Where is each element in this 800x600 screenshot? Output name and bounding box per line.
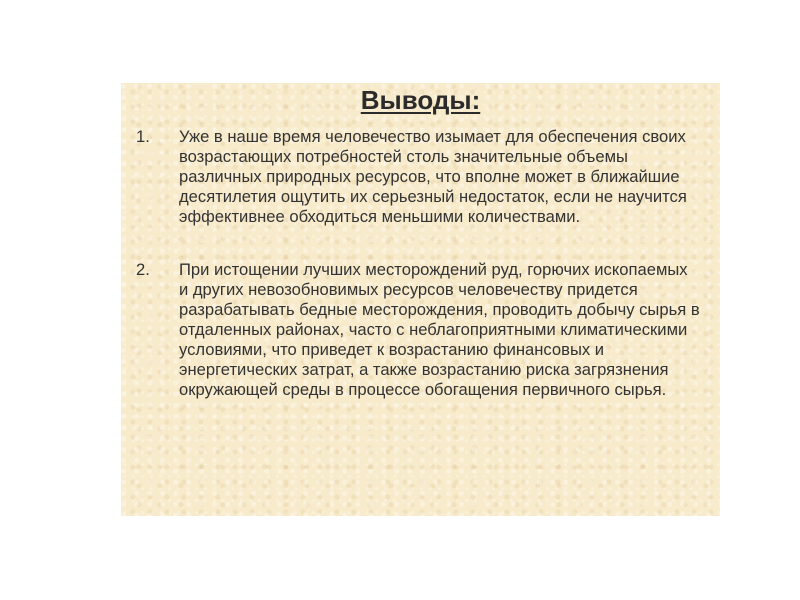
list-item-number: 2. [136, 260, 150, 279]
list-item [121, 127, 720, 227]
list-item-text: Уже в наше время человечество изымает для обеспечения своих возрастающих потребностей столь значительные объемы различных природных ресурсов, что вполне может в ближайшие десятилетия ощутить их серьезный недостаток, если не научится эффективнее обходиться меньшими количествами. [179, 127, 687, 226]
slide-title: Выводы: [360, 85, 481, 115]
list-item [121, 260, 720, 400]
slide [121, 83, 720, 516]
conclusions-list [121, 127, 720, 400]
list-item-number: 1. [136, 127, 150, 146]
list-item-text: При истощении лучших месторождений руд, горючих ископаемых и других невозобновимых ресурсов человечеству придется разрабатывать бедные месторождения, проводить добычу сырья в отдаленных районах, часто с неблагоприятными климатическими условиями, что приведет к возрастанию финансовых и энергетических затрат, а также возрастанию риска загрязнения окружающей среды в процессе обогащения первичного сырья. [179, 260, 700, 399]
